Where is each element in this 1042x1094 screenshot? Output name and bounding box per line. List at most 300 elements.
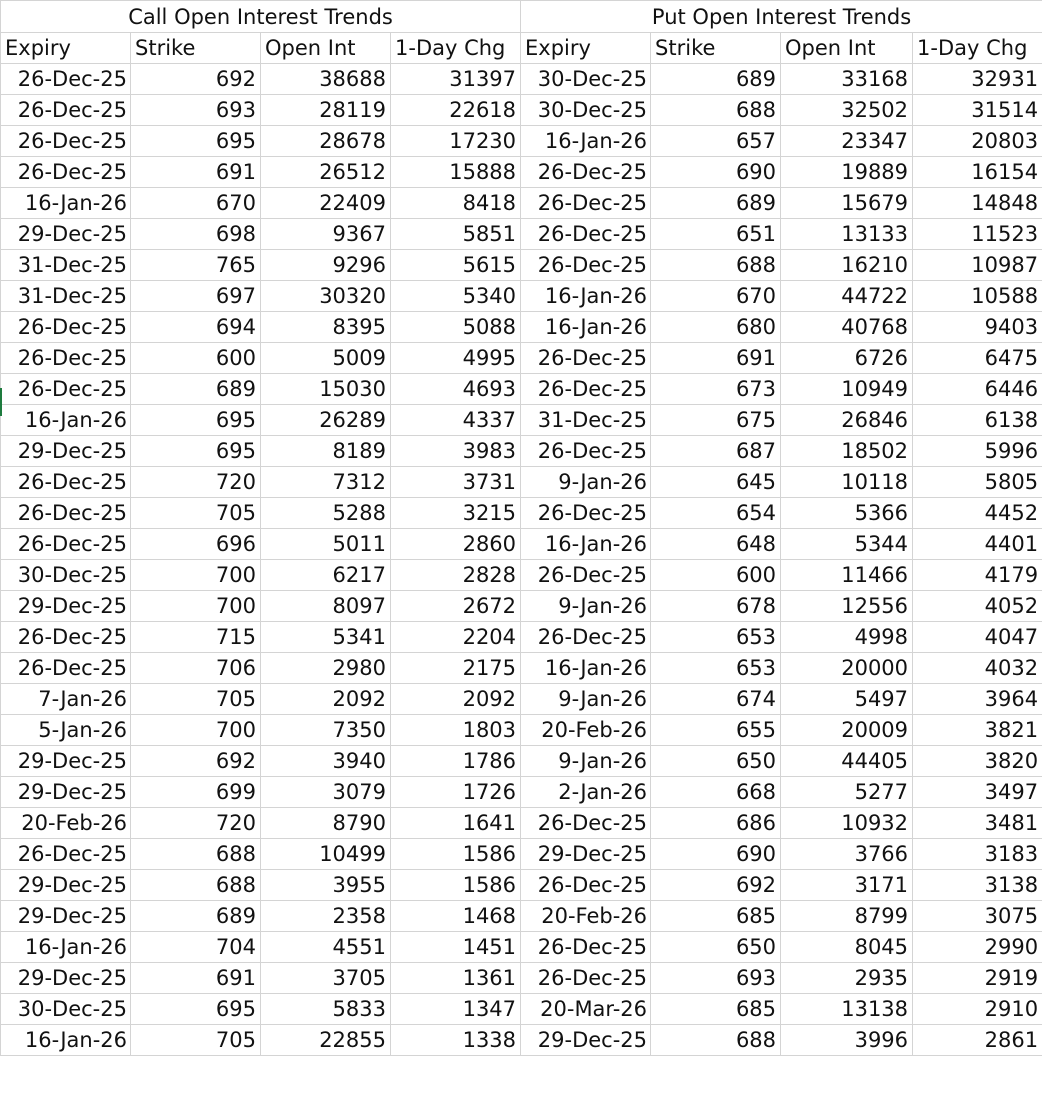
- table-row: [1, 188, 1042, 219]
- put-cell-open-int[interactable]: 10118: [781, 467, 913, 498]
- put-cell-expiry[interactable]: 16-Jan-26: [521, 312, 651, 343]
- put-cell-open-int[interactable]: 20000: [781, 653, 913, 684]
- put-cell-expiry[interactable]: 26-Dec-25: [521, 188, 651, 219]
- put-cell-1-day-chg[interactable]: 6138: [913, 405, 1042, 436]
- call-cell-expiry[interactable]: 29-Dec-25: [1, 963, 131, 994]
- put-header-strike[interactable]: Strike: [651, 33, 781, 64]
- table-row: [1, 374, 1042, 405]
- call-cell-strike[interactable]: 688: [131, 870, 261, 901]
- call-cell-strike[interactable]: 692: [131, 746, 261, 777]
- table-row: [1, 560, 1042, 591]
- call-cell-strike[interactable]: 695: [131, 405, 261, 436]
- column-header-row: [1, 33, 1042, 64]
- put-cell-strike[interactable]: 645: [651, 467, 781, 498]
- call-cell-1-day-chg[interactable]: 1361: [391, 963, 521, 994]
- put-cell-expiry[interactable]: 26-Dec-25: [521, 157, 651, 188]
- put-cell-strike[interactable]: 680: [651, 312, 781, 343]
- table-row: [1, 870, 1042, 901]
- call-cell-open-int[interactable]: 26289: [261, 405, 391, 436]
- put-cell-open-int[interactable]: 19889: [781, 157, 913, 188]
- call-cell-strike[interactable]: 705: [131, 498, 261, 529]
- call-cell-expiry[interactable]: 16-Jan-26: [1, 405, 131, 436]
- put-cell-strike[interactable]: 653: [651, 622, 781, 653]
- put-cell-expiry[interactable]: 30-Dec-25: [521, 95, 651, 126]
- table-row: [1, 281, 1042, 312]
- group-header-row: [1, 1, 1042, 33]
- put-cell-expiry[interactable]: 9-Jan-26: [521, 591, 651, 622]
- call-cell-expiry[interactable]: 26-Dec-25: [1, 498, 131, 529]
- put-cell-1-day-chg[interactable]: 6446: [913, 374, 1042, 405]
- put-cell-strike[interactable]: 689: [651, 64, 781, 95]
- call-cell-expiry[interactable]: 29-Dec-25: [1, 901, 131, 932]
- call-cell-1-day-chg[interactable]: 1586: [391, 839, 521, 870]
- call-cell-expiry[interactable]: 26-Dec-25: [1, 374, 131, 405]
- call-cell-expiry[interactable]: 26-Dec-25: [1, 839, 131, 870]
- call-cell-expiry[interactable]: 26-Dec-25: [1, 343, 131, 374]
- call-cell-open-int[interactable]: 3940: [261, 746, 391, 777]
- put-cell-expiry[interactable]: 26-Dec-25: [521, 870, 651, 901]
- put-cell-strike[interactable]: 690: [651, 157, 781, 188]
- put-cell-1-day-chg[interactable]: 3820: [913, 746, 1042, 777]
- call-cell-1-day-chg[interactable]: 2860: [391, 529, 521, 560]
- call-cell-expiry[interactable]: 26-Dec-25: [1, 622, 131, 653]
- active-row-marker: [0, 388, 2, 416]
- put-cell-strike[interactable]: 648: [651, 529, 781, 560]
- call-cell-1-day-chg[interactable]: 31397: [391, 64, 521, 95]
- put-cell-expiry[interactable]: 29-Dec-25: [521, 1025, 651, 1056]
- put-cell-open-int[interactable]: 40768: [781, 312, 913, 343]
- call-cell-open-int[interactable]: 7312: [261, 467, 391, 498]
- put-cell-1-day-chg[interactable]: 2990: [913, 932, 1042, 963]
- put-cell-1-day-chg[interactable]: 3821: [913, 715, 1042, 746]
- call-cell-open-int[interactable]: 38688: [261, 64, 391, 95]
- table-row: [1, 157, 1042, 188]
- call-cell-expiry[interactable]: 29-Dec-25: [1, 219, 131, 250]
- call-cell-1-day-chg[interactable]: 1338: [391, 1025, 521, 1056]
- call-cell-1-day-chg[interactable]: 1786: [391, 746, 521, 777]
- put-cell-expiry[interactable]: 20-Feb-26: [521, 901, 651, 932]
- call-cell-expiry[interactable]: 29-Dec-25: [1, 777, 131, 808]
- put-cell-1-day-chg[interactable]: 5805: [913, 467, 1042, 498]
- put-cell-open-int[interactable]: 8799: [781, 901, 913, 932]
- call-cell-strike[interactable]: 689: [131, 374, 261, 405]
- put-cell-open-int[interactable]: 16210: [781, 250, 913, 281]
- put-cell-strike[interactable]: 685: [651, 901, 781, 932]
- put-cell-open-int[interactable]: 5277: [781, 777, 913, 808]
- call-cell-strike[interactable]: 691: [131, 963, 261, 994]
- call-cell-1-day-chg[interactable]: 5615: [391, 250, 521, 281]
- put-cell-strike[interactable]: 651: [651, 219, 781, 250]
- call-cell-1-day-chg[interactable]: 2204: [391, 622, 521, 653]
- call-cell-open-int[interactable]: 3955: [261, 870, 391, 901]
- call-cell-open-int[interactable]: 5341: [261, 622, 391, 653]
- call-header-expiry[interactable]: Expiry: [1, 33, 131, 64]
- call-cell-1-day-chg[interactable]: 3983: [391, 436, 521, 467]
- call-cell-open-int[interactable]: 3079: [261, 777, 391, 808]
- table-row: [1, 498, 1042, 529]
- call-cell-1-day-chg[interactable]: 5340: [391, 281, 521, 312]
- put-cell-open-int[interactable]: 5366: [781, 498, 913, 529]
- call-cell-1-day-chg[interactable]: 1803: [391, 715, 521, 746]
- call-cell-1-day-chg[interactable]: 4995: [391, 343, 521, 374]
- call-cell-expiry[interactable]: 29-Dec-25: [1, 591, 131, 622]
- call-cell-open-int[interactable]: 8189: [261, 436, 391, 467]
- put-cell-strike[interactable]: 690: [651, 839, 781, 870]
- table-row: [1, 901, 1042, 932]
- table-row: [1, 963, 1042, 994]
- put-cell-1-day-chg[interactable]: 4179: [913, 560, 1042, 591]
- put-cell-1-day-chg[interactable]: 31514: [913, 95, 1042, 126]
- put-cell-open-int[interactable]: 20009: [781, 715, 913, 746]
- call-cell-strike[interactable]: 700: [131, 715, 261, 746]
- call-cell-expiry[interactable]: 29-Dec-25: [1, 870, 131, 901]
- put-cell-open-int[interactable]: 3996: [781, 1025, 913, 1056]
- call-cell-strike[interactable]: 695: [131, 994, 261, 1025]
- put-cell-1-day-chg[interactable]: 3183: [913, 839, 1042, 870]
- put-cell-expiry[interactable]: 26-Dec-25: [521, 374, 651, 405]
- call-cell-1-day-chg[interactable]: 5088: [391, 312, 521, 343]
- table-row: [1, 684, 1042, 715]
- call-cell-1-day-chg[interactable]: 2672: [391, 591, 521, 622]
- call-cell-open-int[interactable]: 22409: [261, 188, 391, 219]
- put-header-1-day-chg[interactable]: 1-Day Chg: [913, 33, 1042, 64]
- call-cell-strike[interactable]: 705: [131, 684, 261, 715]
- put-cell-strike[interactable]: 655: [651, 715, 781, 746]
- call-cell-strike[interactable]: 600: [131, 343, 261, 374]
- put-cell-strike[interactable]: 600: [651, 560, 781, 591]
- put-cell-1-day-chg[interactable]: 6475: [913, 343, 1042, 374]
- put-cell-expiry[interactable]: 26-Dec-25: [521, 436, 651, 467]
- call-cell-open-int[interactable]: 5011: [261, 529, 391, 560]
- call-cell-1-day-chg[interactable]: 3215: [391, 498, 521, 529]
- call-cell-open-int[interactable]: 28119: [261, 95, 391, 126]
- call-cell-open-int[interactable]: 15030: [261, 374, 391, 405]
- call-cell-expiry[interactable]: 26-Dec-25: [1, 529, 131, 560]
- call-cell-1-day-chg[interactable]: 2828: [391, 560, 521, 591]
- call-cell-open-int[interactable]: 4551: [261, 932, 391, 963]
- put-cell-1-day-chg[interactable]: 5996: [913, 436, 1042, 467]
- put-cell-expiry[interactable]: 16-Jan-26: [521, 281, 651, 312]
- put-cell-open-int[interactable]: 33168: [781, 64, 913, 95]
- put-cell-1-day-chg[interactable]: 14848: [913, 188, 1042, 219]
- put-cell-expiry[interactable]: 20-Feb-26: [521, 715, 651, 746]
- call-cell-strike[interactable]: 706: [131, 653, 261, 684]
- put-cell-expiry[interactable]: 26-Dec-25: [521, 622, 651, 653]
- call-cell-open-int[interactable]: 2358: [261, 901, 391, 932]
- table-row: [1, 95, 1042, 126]
- table-row: [1, 932, 1042, 963]
- put-cell-expiry[interactable]: 31-Dec-25: [521, 405, 651, 436]
- put-cell-strike[interactable]: 675: [651, 405, 781, 436]
- table-row: [1, 436, 1042, 467]
- call-cell-open-int[interactable]: 22855: [261, 1025, 391, 1056]
- call-cell-open-int[interactable]: 5288: [261, 498, 391, 529]
- put-cell-strike[interactable]: 657: [651, 126, 781, 157]
- table-row: [1, 653, 1042, 684]
- table-row: [1, 219, 1042, 250]
- call-cell-expiry[interactable]: 5-Jan-26: [1, 715, 131, 746]
- put-cell-open-int[interactable]: 18502: [781, 436, 913, 467]
- put-cell-1-day-chg[interactable]: 3138: [913, 870, 1042, 901]
- put-cell-expiry[interactable]: 26-Dec-25: [521, 963, 651, 994]
- table-row: [1, 343, 1042, 374]
- put-cell-expiry[interactable]: 26-Dec-25: [521, 808, 651, 839]
- put-cell-open-int[interactable]: 8045: [781, 932, 913, 963]
- call-cell-1-day-chg[interactable]: 1726: [391, 777, 521, 808]
- call-cell-open-int[interactable]: 5009: [261, 343, 391, 374]
- table-row: [1, 64, 1042, 95]
- call-cell-expiry[interactable]: 16-Jan-26: [1, 1025, 131, 1056]
- put-cell-open-int[interactable]: 32502: [781, 95, 913, 126]
- put-cell-1-day-chg[interactable]: 10588: [913, 281, 1042, 312]
- put-cell-expiry[interactable]: 20-Mar-26: [521, 994, 651, 1025]
- call-cell-open-int[interactable]: 10499: [261, 839, 391, 870]
- put-cell-1-day-chg[interactable]: 2919: [913, 963, 1042, 994]
- put-cell-1-day-chg[interactable]: 3481: [913, 808, 1042, 839]
- put-cell-expiry[interactable]: 26-Dec-25: [521, 250, 651, 281]
- call-cell-strike[interactable]: 693: [131, 95, 261, 126]
- put-cell-open-int[interactable]: 10932: [781, 808, 913, 839]
- call-cell-expiry[interactable]: 30-Dec-25: [1, 994, 131, 1025]
- call-cell-1-day-chg[interactable]: 2092: [391, 684, 521, 715]
- call-cell-expiry[interactable]: 16-Jan-26: [1, 188, 131, 219]
- call-cell-1-day-chg[interactable]: 1468: [391, 901, 521, 932]
- call-cell-expiry[interactable]: 26-Dec-25: [1, 312, 131, 343]
- put-cell-open-int[interactable]: 44405: [781, 746, 913, 777]
- call-cell-1-day-chg[interactable]: 17230: [391, 126, 521, 157]
- put-cell-open-int[interactable]: 10949: [781, 374, 913, 405]
- call-cell-1-day-chg[interactable]: 1586: [391, 870, 521, 901]
- call-cell-strike[interactable]: 700: [131, 560, 261, 591]
- call-cell-open-int[interactable]: 2980: [261, 653, 391, 684]
- put-cell-1-day-chg[interactable]: 11523: [913, 219, 1042, 250]
- call-cell-1-day-chg[interactable]: 2175: [391, 653, 521, 684]
- call-cell-strike[interactable]: 715: [131, 622, 261, 653]
- put-cell-strike[interactable]: 692: [651, 870, 781, 901]
- put-cell-1-day-chg[interactable]: 3075: [913, 901, 1042, 932]
- call-cell-strike[interactable]: 705: [131, 1025, 261, 1056]
- put-cell-strike[interactable]: 689: [651, 188, 781, 219]
- call-cell-open-int[interactable]: 28678: [261, 126, 391, 157]
- call-cell-open-int[interactable]: 9296: [261, 250, 391, 281]
- put-cell-1-day-chg[interactable]: 4052: [913, 591, 1042, 622]
- call-cell-expiry[interactable]: 26-Dec-25: [1, 467, 131, 498]
- put-cell-open-int[interactable]: 13138: [781, 994, 913, 1025]
- call-cell-expiry[interactable]: 20-Feb-26: [1, 808, 131, 839]
- call-cell-expiry[interactable]: 30-Dec-25: [1, 560, 131, 591]
- put-cell-strike[interactable]: 673: [651, 374, 781, 405]
- put-cell-open-int[interactable]: 12556: [781, 591, 913, 622]
- call-cell-strike[interactable]: 697: [131, 281, 261, 312]
- call-cell-open-int[interactable]: 5833: [261, 994, 391, 1025]
- put-cell-open-int[interactable]: 11466: [781, 560, 913, 591]
- put-cell-strike[interactable]: 674: [651, 684, 781, 715]
- call-cell-expiry[interactable]: 29-Dec-25: [1, 436, 131, 467]
- put-cell-1-day-chg[interactable]: 4452: [913, 498, 1042, 529]
- call-cell-1-day-chg[interactable]: 15888: [391, 157, 521, 188]
- put-cell-strike[interactable]: 668: [651, 777, 781, 808]
- put-cell-open-int[interactable]: 13133: [781, 219, 913, 250]
- call-cell-expiry[interactable]: 26-Dec-25: [1, 157, 131, 188]
- put-cell-strike[interactable]: 693: [651, 963, 781, 994]
- table-row: [1, 126, 1042, 157]
- put-cell-1-day-chg[interactable]: 20803: [913, 126, 1042, 157]
- table-row: [1, 591, 1042, 622]
- call-cell-expiry[interactable]: 26-Dec-25: [1, 64, 131, 95]
- call-cell-strike[interactable]: 700: [131, 591, 261, 622]
- call-cell-expiry[interactable]: 26-Dec-25: [1, 95, 131, 126]
- put-cell-1-day-chg[interactable]: 4032: [913, 653, 1042, 684]
- put-cell-1-day-chg[interactable]: 3497: [913, 777, 1042, 808]
- table-row: [1, 529, 1042, 560]
- put-cell-strike[interactable]: 688: [651, 1025, 781, 1056]
- call-cell-expiry[interactable]: 26-Dec-25: [1, 126, 131, 157]
- put-cell-strike[interactable]: 688: [651, 95, 781, 126]
- call-cell-strike[interactable]: 694: [131, 312, 261, 343]
- table-row: [1, 994, 1042, 1025]
- put-cell-expiry[interactable]: 30-Dec-25: [521, 64, 651, 95]
- call-cell-strike[interactable]: 699: [131, 777, 261, 808]
- put-cell-strike[interactable]: 688: [651, 250, 781, 281]
- call-cell-1-day-chg[interactable]: 5851: [391, 219, 521, 250]
- call-cell-expiry[interactable]: 29-Dec-25: [1, 746, 131, 777]
- call-cell-open-int[interactable]: 2092: [261, 684, 391, 715]
- table-row: [1, 622, 1042, 653]
- put-cell-1-day-chg[interactable]: 2861: [913, 1025, 1042, 1056]
- call-cell-open-int[interactable]: 9367: [261, 219, 391, 250]
- table-row: [1, 312, 1042, 343]
- call-cell-strike[interactable]: 696: [131, 529, 261, 560]
- call-cell-open-int[interactable]: 3705: [261, 963, 391, 994]
- table-row: [1, 715, 1042, 746]
- call-header-strike[interactable]: Strike: [131, 33, 261, 64]
- put-cell-1-day-chg[interactable]: 16154: [913, 157, 1042, 188]
- table-row: [1, 839, 1042, 870]
- call-cell-open-int[interactable]: 7350: [261, 715, 391, 746]
- put-cell-expiry[interactable]: 9-Jan-26: [521, 467, 651, 498]
- put-cell-open-int[interactable]: 5344: [781, 529, 913, 560]
- put-cell-expiry[interactable]: 16-Jan-26: [521, 126, 651, 157]
- put-cell-1-day-chg[interactable]: 4047: [913, 622, 1042, 653]
- call-cell-1-day-chg[interactable]: 4693: [391, 374, 521, 405]
- call-cell-expiry[interactable]: 31-Dec-25: [1, 281, 131, 312]
- table-row: [1, 250, 1042, 281]
- call-cell-open-int[interactable]: 8097: [261, 591, 391, 622]
- call-cell-strike[interactable]: 765: [131, 250, 261, 281]
- put-cell-expiry[interactable]: 9-Jan-26: [521, 746, 651, 777]
- put-cell-expiry[interactable]: 26-Dec-25: [521, 560, 651, 591]
- put-cell-strike[interactable]: 678: [651, 591, 781, 622]
- table-row: [1, 405, 1042, 436]
- put-cell-open-int[interactable]: 2935: [781, 963, 913, 994]
- put-cell-strike[interactable]: 670: [651, 281, 781, 312]
- put-cell-open-int[interactable]: 44722: [781, 281, 913, 312]
- call-cell-strike[interactable]: 704: [131, 932, 261, 963]
- put-cell-strike[interactable]: 650: [651, 932, 781, 963]
- call-cell-1-day-chg[interactable]: 8418: [391, 188, 521, 219]
- call-cell-1-day-chg[interactable]: 1641: [391, 808, 521, 839]
- call-cell-strike[interactable]: 720: [131, 467, 261, 498]
- call-cell-expiry[interactable]: 16-Jan-26: [1, 932, 131, 963]
- put-cell-expiry[interactable]: 16-Jan-26: [521, 653, 651, 684]
- call-header-1-day-chg[interactable]: 1-Day Chg: [391, 33, 521, 64]
- put-cell-1-day-chg[interactable]: 32931: [913, 64, 1042, 95]
- put-cell-expiry[interactable]: 29-Dec-25: [521, 839, 651, 870]
- call-cell-strike[interactable]: 695: [131, 126, 261, 157]
- table-row: [1, 777, 1042, 808]
- call-cell-1-day-chg[interactable]: 1347: [391, 994, 521, 1025]
- call-cell-open-int[interactable]: 30320: [261, 281, 391, 312]
- put-cell-strike[interactable]: 654: [651, 498, 781, 529]
- call-section-title[interactable]: Call Open Interest Trends: [1, 1, 521, 33]
- put-cell-open-int[interactable]: 4998: [781, 622, 913, 653]
- put-cell-expiry[interactable]: 9-Jan-26: [521, 684, 651, 715]
- put-cell-strike[interactable]: 691: [651, 343, 781, 374]
- put-cell-strike[interactable]: 685: [651, 994, 781, 1025]
- call-cell-open-int[interactable]: 8395: [261, 312, 391, 343]
- put-cell-1-day-chg[interactable]: 9403: [913, 312, 1042, 343]
- call-cell-expiry[interactable]: 31-Dec-25: [1, 250, 131, 281]
- call-cell-strike[interactable]: 695: [131, 436, 261, 467]
- put-cell-strike[interactable]: 653: [651, 653, 781, 684]
- put-cell-open-int[interactable]: 3766: [781, 839, 913, 870]
- put-cell-strike[interactable]: 686: [651, 808, 781, 839]
- call-cell-expiry[interactable]: 26-Dec-25: [1, 653, 131, 684]
- call-cell-open-int[interactable]: 6217: [261, 560, 391, 591]
- put-cell-open-int[interactable]: 15679: [781, 188, 913, 219]
- call-cell-strike[interactable]: 688: [131, 839, 261, 870]
- put-cell-expiry[interactable]: 26-Dec-25: [521, 343, 651, 374]
- call-cell-open-int[interactable]: 8790: [261, 808, 391, 839]
- call-cell-strike[interactable]: 720: [131, 808, 261, 839]
- put-header-open-int[interactable]: Open Int: [781, 33, 913, 64]
- call-header-open-int[interactable]: Open Int: [261, 33, 391, 64]
- put-cell-open-int[interactable]: 3171: [781, 870, 913, 901]
- call-cell-strike[interactable]: 692: [131, 64, 261, 95]
- call-cell-expiry[interactable]: 7-Jan-26: [1, 684, 131, 715]
- put-cell-expiry[interactable]: 2-Jan-26: [521, 777, 651, 808]
- table-body: [1, 64, 1042, 1056]
- put-cell-1-day-chg[interactable]: 4401: [913, 529, 1042, 560]
- table-row: [1, 746, 1042, 777]
- put-cell-strike[interactable]: 650: [651, 746, 781, 777]
- call-cell-1-day-chg[interactable]: 22618: [391, 95, 521, 126]
- call-cell-strike[interactable]: 691: [131, 157, 261, 188]
- put-cell-1-day-chg[interactable]: 3964: [913, 684, 1042, 715]
- call-cell-open-int[interactable]: 26512: [261, 157, 391, 188]
- put-cell-expiry[interactable]: 26-Dec-25: [521, 932, 651, 963]
- put-cell-open-int[interactable]: 26846: [781, 405, 913, 436]
- call-cell-1-day-chg[interactable]: 3731: [391, 467, 521, 498]
- call-cell-strike[interactable]: 670: [131, 188, 261, 219]
- put-cell-expiry[interactable]: 16-Jan-26: [521, 529, 651, 560]
- table-row: [1, 1025, 1042, 1056]
- call-cell-1-day-chg[interactable]: 1451: [391, 932, 521, 963]
- put-header-expiry[interactable]: Expiry: [521, 33, 651, 64]
- put-cell-expiry[interactable]: 26-Dec-25: [521, 219, 651, 250]
- call-cell-1-day-chg[interactable]: 4337: [391, 405, 521, 436]
- put-cell-strike[interactable]: 687: [651, 436, 781, 467]
- put-cell-open-int[interactable]: 5497: [781, 684, 913, 715]
- put-cell-1-day-chg[interactable]: 2910: [913, 994, 1042, 1025]
- put-section-title[interactable]: Put Open Interest Trends: [521, 1, 1042, 33]
- call-cell-strike[interactable]: 689: [131, 901, 261, 932]
- put-cell-1-day-chg[interactable]: 10987: [913, 250, 1042, 281]
- put-cell-expiry[interactable]: 26-Dec-25: [521, 498, 651, 529]
- put-cell-open-int[interactable]: 6726: [781, 343, 913, 374]
- call-cell-strike[interactable]: 698: [131, 219, 261, 250]
- put-cell-open-int[interactable]: 23347: [781, 126, 913, 157]
